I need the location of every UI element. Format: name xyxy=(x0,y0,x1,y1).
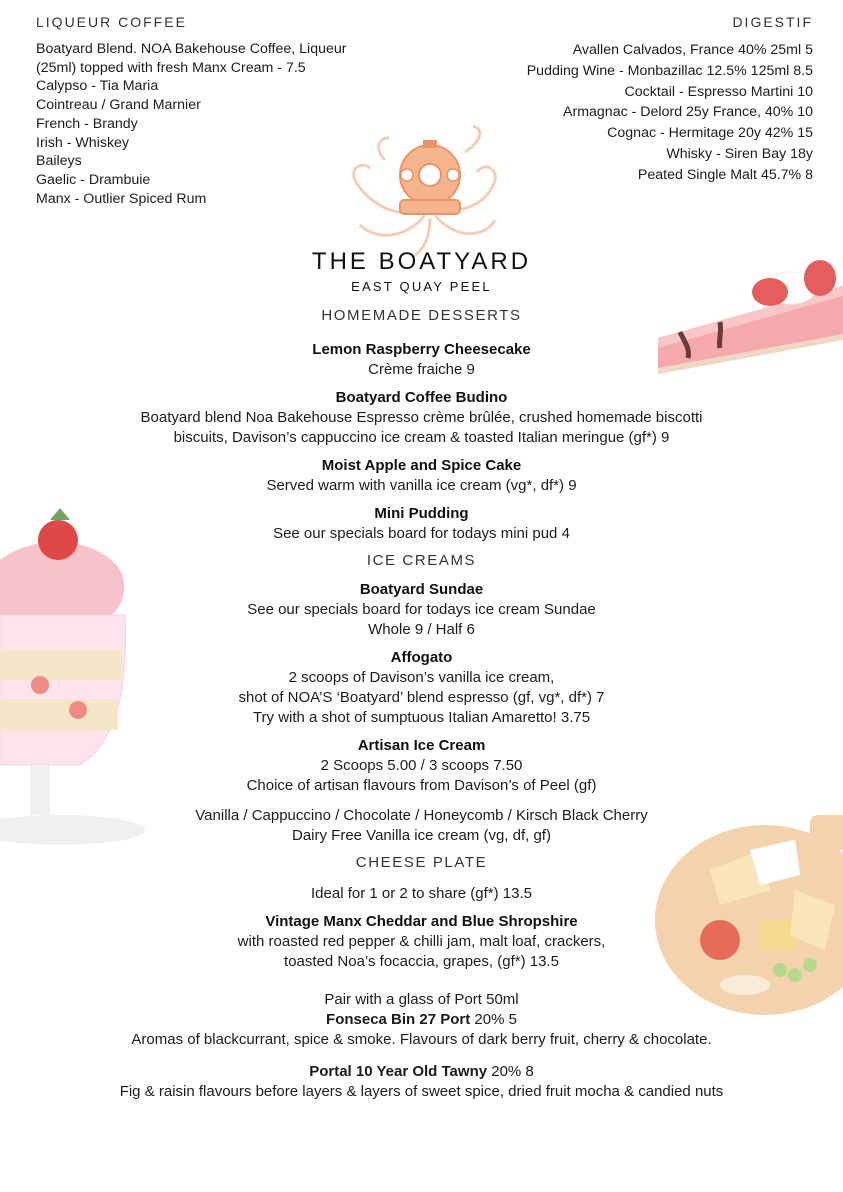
port-name: Portal 10 Year Old Tawny xyxy=(309,1063,488,1080)
liqueur-line: Gaelic - Drambuie xyxy=(36,171,151,188)
item-desc: Whole 9 / Half 6 xyxy=(368,621,475,638)
flavours-line: Vanilla / Cappuccino / Chocolate / Honeycomb / Kirsch Black Cherry xyxy=(195,807,648,824)
liqueur-coffee-heading: LIQUEUR COFFEE xyxy=(36,14,187,30)
item-name: Moist Apple and Spice Cake xyxy=(321,457,522,474)
item-desc: Crème fraiche 9 xyxy=(368,361,475,378)
item-name: Mini Pudding xyxy=(374,505,469,522)
liqueur-line: Manx - Outlier Spiced Rum xyxy=(36,190,207,207)
menu-item xyxy=(0,648,843,728)
port-intro: Pair with a glass of Port 50ml xyxy=(324,991,519,1008)
liqueur-line: Boatyard Blend. NOA Bakehouse Coffee, Liqueur xyxy=(36,41,347,57)
menu-item xyxy=(0,736,843,796)
port-price: 20% 8 xyxy=(487,1063,534,1080)
digestif-line: Avallen Calvados, France 40% 25ml 5 xyxy=(572,42,813,58)
flavours-line: Dairy Free Vanilla ice cream (vg, df, gf) xyxy=(292,827,551,844)
digestif-line: Pudding Wine - Monbazillac 12.5% 125ml 8.5 xyxy=(526,62,813,79)
item-name: Boatyard Coffee Budino xyxy=(335,389,508,406)
item-name: Vintage Manx Cheddar and Blue Shropshire xyxy=(265,913,578,930)
item-desc: Choice of artisan flavours from Davison’s of Peel (gf) xyxy=(246,777,597,794)
liqueur-line: (25ml) topped with fresh Manx Cream - 7.5 xyxy=(36,59,306,76)
menu-item xyxy=(0,912,843,972)
digestif-section xyxy=(413,14,813,186)
flavours-list xyxy=(0,806,843,846)
item-desc: shot of NOA’S ‘Boatyard’ blend espresso (gf, vg*, df*) 7 xyxy=(238,689,605,706)
item-name: Lemon Raspberry Cheesecake xyxy=(312,341,531,358)
item-name: Artisan Ice Cream xyxy=(357,737,486,754)
port-section xyxy=(0,990,843,1050)
item-desc: Boatyard blend Noa Bakehouse Espresso crème brûlée, crushed homemade biscotti xyxy=(140,409,703,426)
digestif-heading: DIGESTIF xyxy=(732,14,813,30)
cheese-intro xyxy=(0,884,843,904)
brand-title: THE BOATYARD xyxy=(311,248,532,275)
menu-item xyxy=(0,504,843,544)
liqueur-coffee-section xyxy=(36,14,436,208)
liqueur-line: French - Brandy xyxy=(36,115,138,132)
port-item-title xyxy=(0,1010,843,1030)
port-price: 20% 5 xyxy=(470,1011,517,1028)
brand-subtitle: EAST QUAY PEEL xyxy=(351,279,492,294)
port-desc: Aromas of blackcurrant, spice & smoke. Flavours of dark berry fruit, cherry & chocolate. xyxy=(131,1031,712,1048)
menu-item xyxy=(0,340,843,380)
cheese-plate-heading: CHEESE PLATE xyxy=(355,854,488,871)
item-desc: Try with a shot of sumptuous Italian Amaretto! 3.75 xyxy=(252,709,591,726)
port-item-title xyxy=(0,1062,843,1082)
port-desc: Fig & raisin flavours before layers & layers of sweet spice, dried fruit mocha & candied nuts xyxy=(119,1083,724,1100)
menu-item xyxy=(0,580,843,640)
item-desc: See our specials board for todays mini pud 4 xyxy=(273,525,570,542)
liqueur-line: Irish - Whiskey xyxy=(36,134,130,151)
item-desc: 2 scoops of Davison’s vanilla ice cream, xyxy=(288,669,555,686)
item-name: Boatyard Sundae xyxy=(359,581,484,598)
digestif-line: Cocktail - Espresso Martini 10 xyxy=(624,83,813,100)
liqueur-line: Baileys xyxy=(36,153,82,170)
cheese-intro-text: Ideal for 1 or 2 to share (gf*) 13.5 xyxy=(311,885,532,902)
menu-item xyxy=(0,456,843,496)
port-name: Fonseca Bin 27 Port xyxy=(326,1011,471,1028)
item-desc: See our specials board for todays ice cream Sundae xyxy=(247,601,596,618)
liqueur-line: Calypso - Tia Maria xyxy=(36,78,159,95)
digestif-line: Armagnac - Delord 25y France, 40% 10 xyxy=(563,104,813,121)
digestif-line: Peated Single Malt 45.7% 8 xyxy=(637,166,813,183)
item-desc: Served warm with vanilla ice cream (vg*, df*) 9 xyxy=(266,477,577,494)
desserts-heading: HOMEMADE DESSERTS xyxy=(321,307,522,324)
main-menu xyxy=(0,305,843,1102)
item-desc: with roasted red pepper & chilli jam, malt loaf, crackers, xyxy=(237,933,606,950)
liqueur-line: Cointreau / Grand Marnier xyxy=(36,97,201,114)
item-name: Affogato xyxy=(390,649,453,666)
digestif-line: Whisky - Siren Bay 18y xyxy=(666,145,813,162)
item-desc: biscuits, Davison’s cappuccino ice cream & toasted Italian meringue (gf*) 9 xyxy=(173,429,670,446)
item-desc: toasted Noa’s focaccia, grapes, (gf*) 13.5 xyxy=(284,953,559,970)
menu-item xyxy=(0,388,843,448)
digestif-line: Cognac - Hermitage 20y 42% 15 xyxy=(607,125,813,142)
ice-creams-heading: ICE CREAMS xyxy=(366,552,477,569)
item-desc: 2 Scoops 5.00 / 3 scoops 7.50 xyxy=(320,757,523,774)
port-section xyxy=(0,1062,843,1102)
